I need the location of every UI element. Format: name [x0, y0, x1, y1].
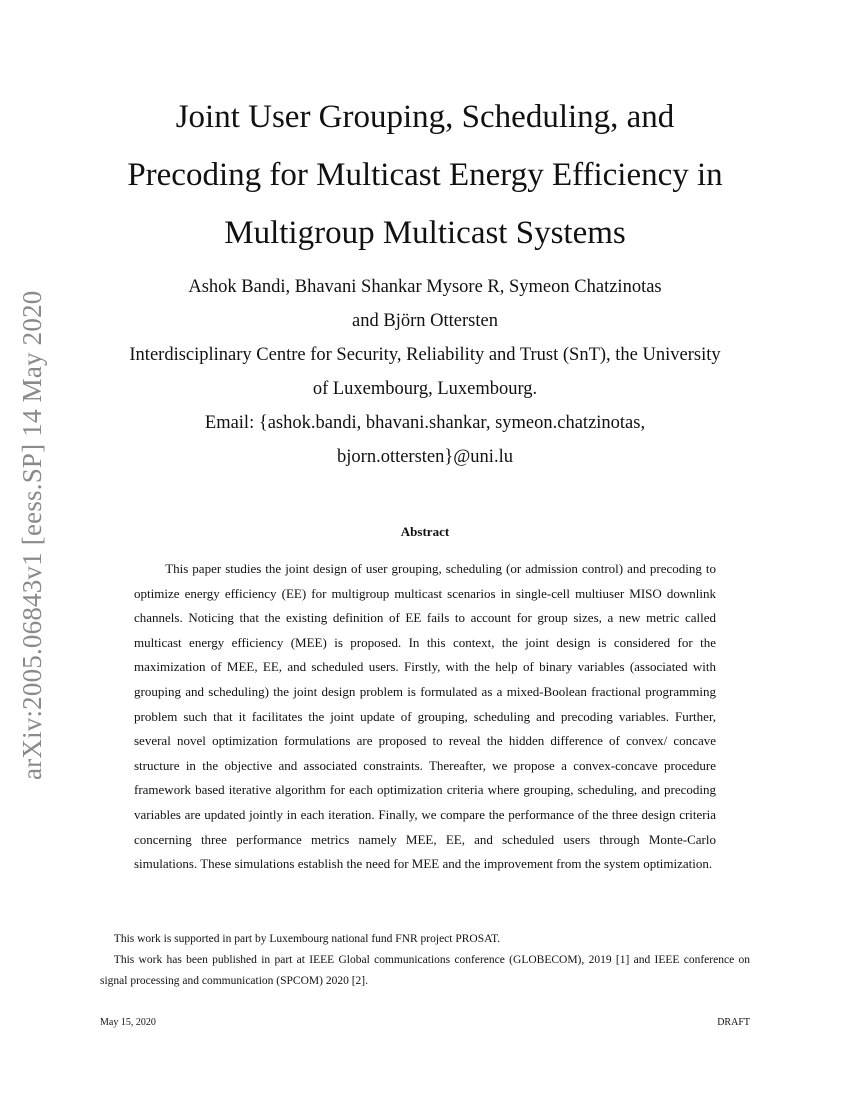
- footer-date: May 15, 2020: [100, 1017, 156, 1028]
- email-line-continued: bjorn.ottersten}@uni.lu: [337, 447, 513, 467]
- author-names: Ashok Bandi, Bhavani Shankar Mysore R, Symeon Chatzinotas: [188, 277, 662, 297]
- arxiv-identifier-stamp: arXiv:2005.06843v1 [eess.SP] 14 May 2020: [17, 290, 47, 780]
- title-line: Precoding for Multicast Energy Efficiency in: [127, 157, 723, 193]
- paper-title: [100, 88, 750, 262]
- author-block: [100, 270, 750, 474]
- affiliation: Interdisciplinary Centre for Security, Reliability and Trust (SnT), the University: [129, 345, 721, 365]
- funding-footnote: This work is supported in part by Luxembourg national fund FNR project PROSAT.: [113, 933, 501, 945]
- publication-footnote: This work has been published in part at IEEE Global communications conference (GLOBECOM), 2019 [1] and IEEE conference on signal processing and communication (SPCOM) 2020 [2].: [100, 954, 750, 987]
- email-line: Email: {ashok.bandi, bhavani.shankar, symeon.chatzinotas,: [204, 413, 646, 433]
- abstract-heading: Abstract: [400, 524, 450, 539]
- title-line: Joint User Grouping, Scheduling, and: [175, 99, 675, 135]
- affiliation-continued: of Luxembourg, Luxembourg.: [312, 379, 538, 399]
- abstract-body: This paper studies the joint design of user grouping, scheduling (or admission control) and precoding to optimize energy efficiency (EE) for multigroup multicast scenarios in single-cell multiuser MISO downlink channels. Noticing that the existing definition of EE fails to account for group sizes, a new metric called multicast energy efficiency (MEE) is proposed. In this context, the joint design is considered for the maximization of MEE, EE, and scheduled users. Firstly, with the help of binary variables (associated with grouping and scheduling) the joint design problem is formulated as a mixed-Boolean fractional programming problem such that it facilitates the joint update of grouping, scheduling and precoding variables. Further, several novel optimization formulations are proposed to reveal the hidden difference of convex/ concave structure in the objective and associated constraints. Thereafter, we propose a convex-concave procedure framework based iterative algorithm for each optimization criteria where grouping, scheduling, and precoding variables are updated jointly in each iteration. Finally, we compare the performance of the three design criteria concerning three performance metrics namely MEE, EE, and scheduled users through Monte-Carlo simulations. These simulations establish the need for MEE and the improvement from the system optimization.: [134, 561, 716, 872]
- footer-draft-label: DRAFT: [717, 1017, 750, 1028]
- footnotes: [100, 929, 750, 992]
- title-line: Multigroup Multicast Systems: [224, 215, 626, 251]
- author-names-continued: and Björn Ottersten: [352, 311, 498, 331]
